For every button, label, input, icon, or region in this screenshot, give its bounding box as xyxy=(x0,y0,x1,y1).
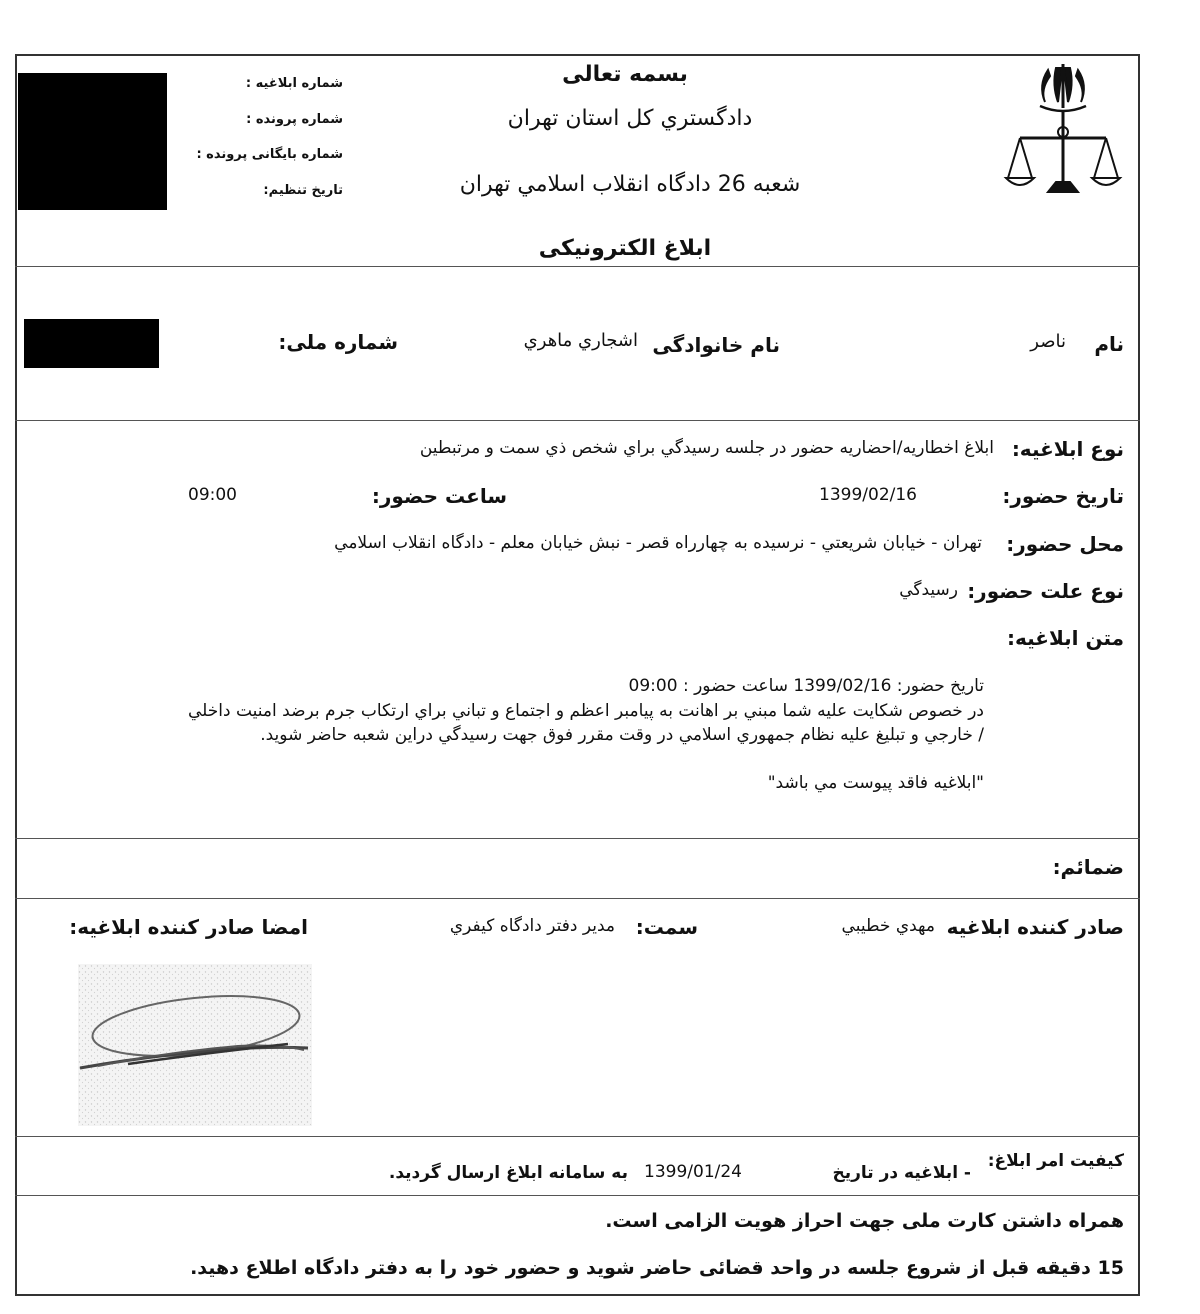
archive-number-label: شماره بایگانی پرونده : xyxy=(196,147,343,162)
divider xyxy=(15,266,1140,267)
issuer-name: مهدي خطيبي xyxy=(841,916,935,936)
issuer-signature xyxy=(78,964,312,1126)
delivery-suffix: به سامانه ابلاغ ارسال گردید. xyxy=(388,1163,628,1183)
reason-label: نوع علت حضور: xyxy=(967,579,1124,603)
court-branch-name: شعبه 26 دادگاه انقلاب اسلامي تهران xyxy=(459,172,801,197)
attend-date-label: تاریخ حضور: xyxy=(1002,484,1124,508)
divider xyxy=(15,1136,1140,1137)
notice-type-label: نوع ابلاغیه: xyxy=(1011,437,1124,461)
notice-text-line: تاريخ حضور: 1399/02/16 ساعت حضور : 09:00 xyxy=(628,676,984,696)
case-number-label: شماره پرونده : xyxy=(246,112,343,127)
divider xyxy=(15,420,1140,421)
last-name-label: نام خانوادگی xyxy=(652,333,780,357)
delivery-date: 1399/01/24 xyxy=(644,1162,742,1182)
attend-date-value: 1399/02/16 xyxy=(819,485,917,505)
first-name-label: نام xyxy=(1094,332,1124,356)
delivery-prefix: - ابلاغیه در تاریخ xyxy=(832,1163,971,1183)
issue-date-label: تاریخ تنظیم: xyxy=(263,183,343,198)
court-admin-name: دادگستري کل استان تهران xyxy=(507,106,753,131)
signature-label: امضا صادر کننده ابلاغیه: xyxy=(69,915,308,939)
notice-number-label: شماره ابلاغیه : xyxy=(245,76,343,91)
position-value: مدير دفتر دادگاه كيفري xyxy=(449,916,615,936)
national-id-label: شماره ملی: xyxy=(278,330,398,354)
footer-note: 15 دقیقه قبل از شروع جلسه در واحد قضائی حاضر شوید و حضور خود را به دفتر دادگاه اطلاع دهید. xyxy=(190,1257,1124,1279)
attachments-label: ضمائم: xyxy=(1052,855,1124,879)
divider xyxy=(15,898,1140,899)
notice-type-value: ابلاغ اخطاريه/احضاريه حضور در جلسه رسيدگي براي شخص ذي سمت و مرتبطين xyxy=(419,438,994,458)
attend-time-value: 09:00 xyxy=(188,485,237,505)
reason-value: رسيدگي xyxy=(899,580,958,600)
divider xyxy=(15,1195,1140,1196)
place-value: تهران - خيابان شريعتي - نرسيده به چهارراه قصر - نبش خيابان معلم - دادگاه انقلاب اسلامي xyxy=(334,533,982,553)
place-label: محل حضور: xyxy=(1006,532,1124,556)
document-title: ابلاغ الکترونیکی xyxy=(538,236,712,261)
first-name-value: ناصر xyxy=(1030,331,1066,352)
issuer-label: صادر کننده ابلاغیه xyxy=(946,915,1124,939)
position-label: سمت: xyxy=(635,915,698,939)
notice-text-line: در خصوص شكايت عليه شما مبني بر اهانت به پيامبر اعظم و اجتماع و تباني براي ارتكاب جرم برضد امنيت داخلي xyxy=(187,701,984,721)
divider xyxy=(15,838,1140,839)
attend-time-label: ساعت حضور: xyxy=(371,484,507,508)
redacted-header-block xyxy=(18,73,167,210)
footer-note: همراه داشتن کارت ملی جهت احراز هویت الزامی است. xyxy=(605,1210,1124,1232)
redacted-national-id xyxy=(24,319,159,368)
bismillah-heading: بسمه تعالی xyxy=(562,62,688,87)
court-emblem-icon xyxy=(1000,60,1125,205)
last-name-value: اشجاري ماهري xyxy=(523,330,638,351)
notice-text-line: / خارجي و تبليغ عليه نظام جمهوري اسلامي در وقت مقرر فوق جهت رسيدگي دراين شعبه حاضر شويد. xyxy=(260,725,984,745)
notice-text-line: "ابلاغيه فاقد پيوست مي باشد" xyxy=(767,773,984,793)
notice-text-label: متن ابلاغیه: xyxy=(1006,626,1124,650)
delivery-quality-label: کیفیت امر ابلاغ: xyxy=(987,1151,1124,1171)
